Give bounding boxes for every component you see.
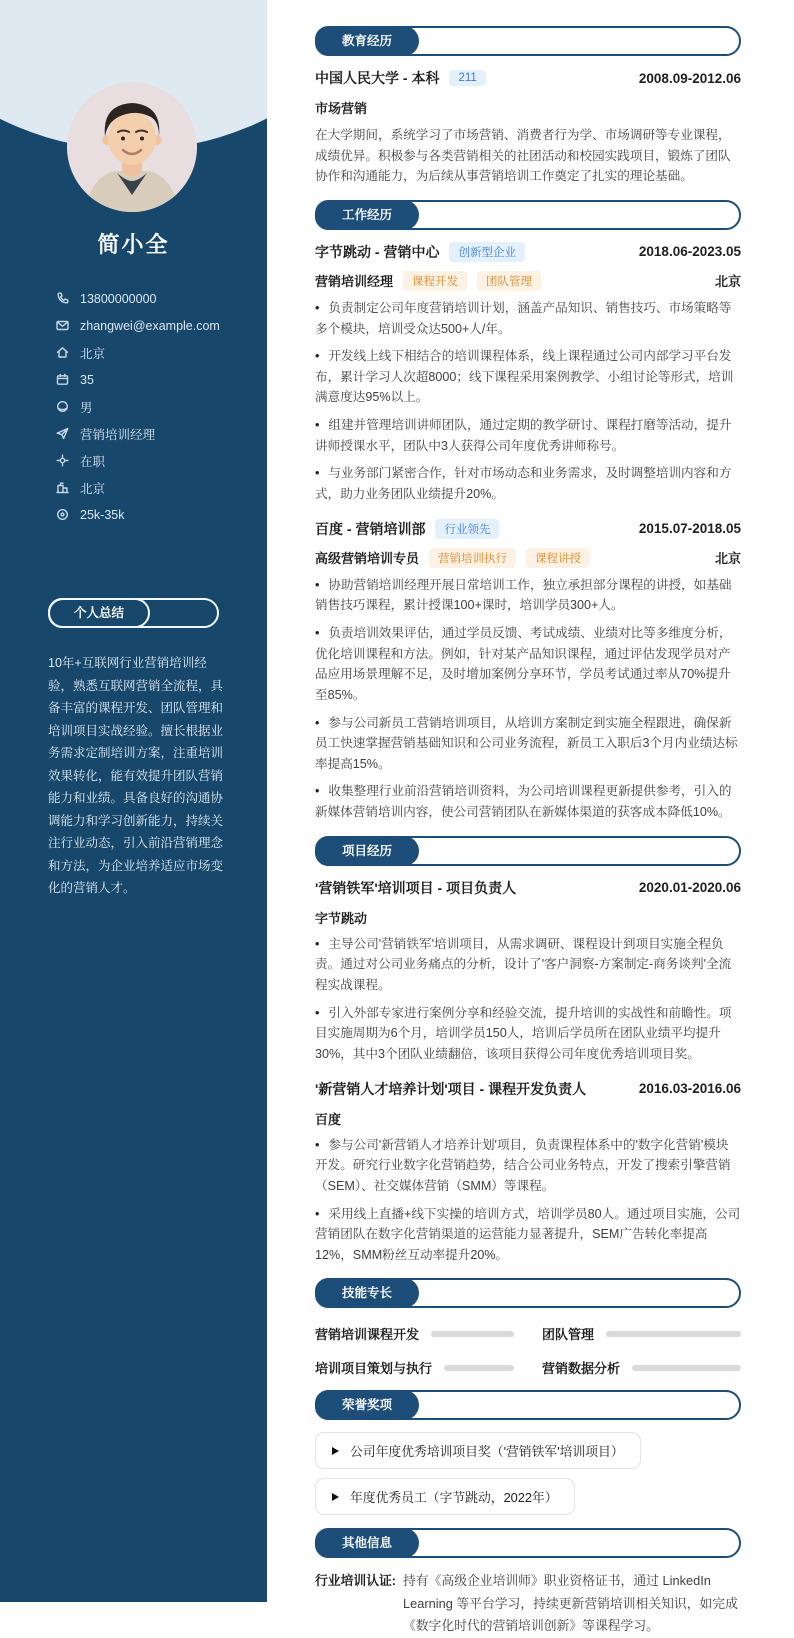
project-title: '营销铁军'培训项目 - 项目负责人 [315, 879, 517, 896]
job-tag: 课程讲授 [526, 548, 590, 568]
skill-item [315, 1358, 514, 1377]
section-honors [315, 1390, 741, 1515]
city-icon [55, 481, 69, 495]
gender-icon [55, 400, 69, 414]
summary-section-title: 个人总结 [48, 598, 150, 628]
projects-section-title: 项目经历 [315, 836, 419, 866]
company-badge: 行业领先 [435, 519, 499, 539]
contact-email [55, 312, 267, 339]
education-title-row [315, 68, 741, 88]
section-education [315, 26, 741, 187]
contact-status-text: 在职 [80, 454, 106, 469]
status-icon [55, 454, 69, 468]
contact-salary [55, 501, 267, 528]
sidebar [0, 0, 267, 1602]
section-projects [315, 836, 741, 1266]
job-location: 北京 [714, 274, 741, 290]
job-entry [315, 519, 741, 823]
skill-item [315, 1324, 514, 1343]
contact-email-text: zhangwei@example.com [80, 318, 220, 333]
project-date: 2020.01-2020.06 [638, 880, 741, 896]
job-company-row [315, 242, 741, 262]
job-position-row [315, 548, 741, 568]
summary-text: 10年+互联网行业营销培训经验，熟悉互联网营销全流程，具备丰富的课程开发、团队管理和培训项目实战经验。擅长根据业务需求定制培训方案，注重培训效果转化，能有效提升团队营销能力和业绩。具备良好的沟通协调能力和学习创新能力，持续关注行业动态，引入前沿营销理念和方法，为企业培养适应市场变化的营销人才。 [48, 656, 224, 895]
job-entry [315, 242, 741, 505]
project-company: 百度 [315, 1111, 342, 1127]
company-name: 百度 - 营销培训部 [315, 520, 426, 537]
contact-home-text: 北京 [80, 346, 106, 361]
job-tag: 课程开发 [403, 271, 467, 291]
job-date: 2018.06-2023.05 [638, 244, 741, 260]
mail-icon [55, 319, 69, 333]
honor-row [315, 1432, 741, 1469]
contact-phone [55, 285, 267, 312]
resume-main [267, 0, 794, 1634]
skill-label: 培训项目策划与执行 [315, 1361, 433, 1377]
project-bullet: • 采用线上直播+线下实操的培训方式，培训学员80人。通过项目实施，公司营销团队在数字化营销渠道的运营能力显著提升，SEM广告转化率提高12%，SMM粉丝互动率提升20%。 [315, 1204, 741, 1266]
project-title: '新营销人才培养计划'项目 - 课程开发负责人 [315, 1080, 587, 1097]
job-tag: 营销培训执行 [429, 548, 516, 568]
skill-bar [632, 1365, 741, 1371]
project-entry [315, 878, 741, 1065]
project-date: 2016.03-2016.06 [638, 1081, 741, 1097]
company-name: 字节跳动 - 营销中心 [315, 243, 440, 260]
job-bullet: • 收集整理行业前沿营销培训资料，为公司培训课程更新提供参考，引入的新媒体营销培训内容，使公司营销团队在新媒体渠道的获客成本降低10%。 [315, 781, 741, 822]
skills-section-header [315, 1278, 741, 1308]
school-badge: 211 [449, 70, 485, 86]
education-major: 市场营销 [315, 101, 368, 116]
contact-gender-text: 男 [80, 400, 93, 415]
project-company: 字节跳动 [315, 910, 368, 926]
contact-position-text: 营销培训经理 [80, 427, 156, 442]
honor-chip[interactable] [315, 1432, 641, 1469]
job-bullet: • 负责制定公司年度营销培训计划，涵盖产品知识、销售技巧、市场策略等多个模块，培训受众达500+人/年。 [315, 298, 741, 339]
section-work [315, 200, 741, 823]
work-section-title: 工作经历 [315, 200, 419, 230]
contact-city [55, 474, 267, 501]
honors-section-header [315, 1390, 741, 1420]
job-position: 高级营销培训专员 [315, 551, 420, 567]
honor-text: 年度优秀员工（字节跳动，2022年） [350, 1490, 558, 1506]
job-date: 2015.07-2018.05 [638, 521, 741, 537]
job-bullet: • 与业务部门紧密合作，针对市场动态和业务需求，及时调整培训内容和方式，助力业务团队业绩提升20%。 [315, 463, 741, 504]
section-other [315, 1528, 741, 1637]
company-badge: 创新型企业 [449, 242, 525, 262]
honor-text: 公司年度优秀培训项目奖（'营销铁军'培训项目） [350, 1444, 624, 1460]
project-title-row [315, 878, 741, 898]
section-skills [315, 1278, 741, 1377]
job-bullet: • 负责培训效果评估，通过学员反馈、考试成绩、业绩对比等多维度分析，优化培训课程和方法。例如，针对某产品知识课程，通过评估发现学员对产品应用场景理解不足，及时增加案例分享环节，学员考试通过率从70%提升至85%。 [315, 623, 741, 706]
skill-label: 营销数据分析 [542, 1361, 621, 1377]
certification-text: 持有《高级企业培训师》职业资格证书，通过 LinkedIn Learning 等平台学习，持续更新营销培训相关知识，如完成《数字化时代的营销培训创新》等课程学习。 [403, 1573, 738, 1634]
honors-section-title: 荣誉奖项 [315, 1390, 419, 1420]
phone-icon [55, 292, 69, 306]
contact-city-text: 北京 [80, 481, 106, 496]
skills-grid [315, 1324, 741, 1377]
contact-list [0, 285, 267, 528]
play-triangle-icon [332, 1493, 339, 1501]
job-position: 营销培训经理 [315, 274, 394, 290]
honor-row [315, 1478, 741, 1515]
position-icon [55, 427, 69, 441]
education-section-title: 教育经历 [315, 26, 419, 56]
certification-label: 行业培训认证: [315, 1573, 397, 1589]
skill-label: 营销培训课程开发 [315, 1327, 420, 1343]
skills-section-title: 技能专长 [315, 1278, 419, 1308]
salary-icon [55, 508, 69, 522]
skill-label: 团队管理 [542, 1327, 595, 1343]
age-icon [55, 373, 69, 387]
contact-position [55, 420, 267, 447]
education-description: 在大学期间，系统学习了市场营销、消费者行为学、市场调研等专业课程，成绩优异。积极参与各类营销相关的社团活动和校园实践项目，锻炼了团队协作和沟通能力，为后续从事营销培训工作奠定了扎实的理论基础。 [315, 128, 731, 184]
contact-salary-text: 25k-35k [80, 507, 125, 522]
job-location: 北京 [714, 551, 741, 567]
other-section-title: 其他信息 [315, 1528, 419, 1558]
project-entry [315, 1079, 741, 1266]
contact-age [55, 366, 267, 393]
job-tag: 团队管理 [477, 271, 541, 291]
candidate-name: 简小全 [97, 232, 170, 257]
job-company-row [315, 519, 741, 539]
project-bullet: • 参与公司'新营销人才培养计划'项目，负责课程体系中的'数字化营销'模块开发。研究行业数字化营销趋势，结合公司业务特点，开发了搜索引擎营销（SEM）、社交媒体营销（SMM）等课程。 [315, 1135, 741, 1197]
education-section-header [315, 26, 741, 56]
projects-section-header [315, 836, 741, 866]
contact-phone-text: 13800000000 [80, 291, 157, 306]
job-position-row [315, 271, 741, 291]
play-triangle-icon [332, 1447, 339, 1455]
project-bullet: • 引入外部专家进行案例分享和经验交流，提升培训的实战性和前瞻性。项目实施周期为6个月，培训学员150人，培训后学员所在团队业绩平均提升30%，其中3个团队业绩翻倍，该项目获得公司年度优秀培训项目奖。 [315, 1003, 741, 1065]
job-bullet: • 组建并管理培训讲师团队，通过定期的教学研讨、课程打磨等活动，提升讲师授课水平，团队中3人获得公司年度优秀讲师称号。 [315, 415, 741, 456]
skill-bar [444, 1365, 514, 1371]
job-bullet: • 开发线上线下相结合的培训课程体系，线上课程通过公司内部学习平台发布，累计学习人次超8000；线下课程采用案例教学、小组讨论等形式，培训满意度达95%以上。 [315, 346, 741, 408]
work-section-header [315, 200, 741, 230]
skill-bar [431, 1331, 514, 1337]
skill-bar [606, 1331, 741, 1337]
contact-gender [55, 393, 267, 420]
education-date: 2008.09-2012.06 [638, 70, 741, 86]
project-title-row [315, 1079, 741, 1099]
certification-row [315, 1570, 741, 1637]
job-bullet: • 协助营销培训经理开展日常培训工作，独立承担部分课程的讲授，如基础销售技巧课程，累计授课100+课时，培训学员300+人。 [315, 575, 741, 616]
job-bullet: • 参与公司新员工营销培训项目，从培训方案制定到实施全程跟进，确保新员工快速掌握营销基础知识和公司业务流程，新员工入职后3个月内业绩达标率提高15%。 [315, 713, 741, 775]
contact-status [55, 447, 267, 474]
summary-section-header [48, 598, 219, 628]
home-icon [55, 346, 69, 360]
contact-home [55, 339, 267, 366]
honor-chip[interactable] [315, 1478, 575, 1515]
other-section-header [315, 1528, 741, 1558]
school-name: 中国人民大学 - 本科 [315, 70, 440, 86]
skill-item [542, 1324, 741, 1343]
skill-item [542, 1358, 741, 1377]
project-bullet: • 主导公司'营销铁军'培训项目，从需求调研、课程设计到项目实施全程负责。通过对公司业务痛点的分析，设计了'客户洞察-方案制定-商务谈判'全流程实战课程。 [315, 934, 741, 996]
contact-age-text: 35 [80, 372, 94, 387]
